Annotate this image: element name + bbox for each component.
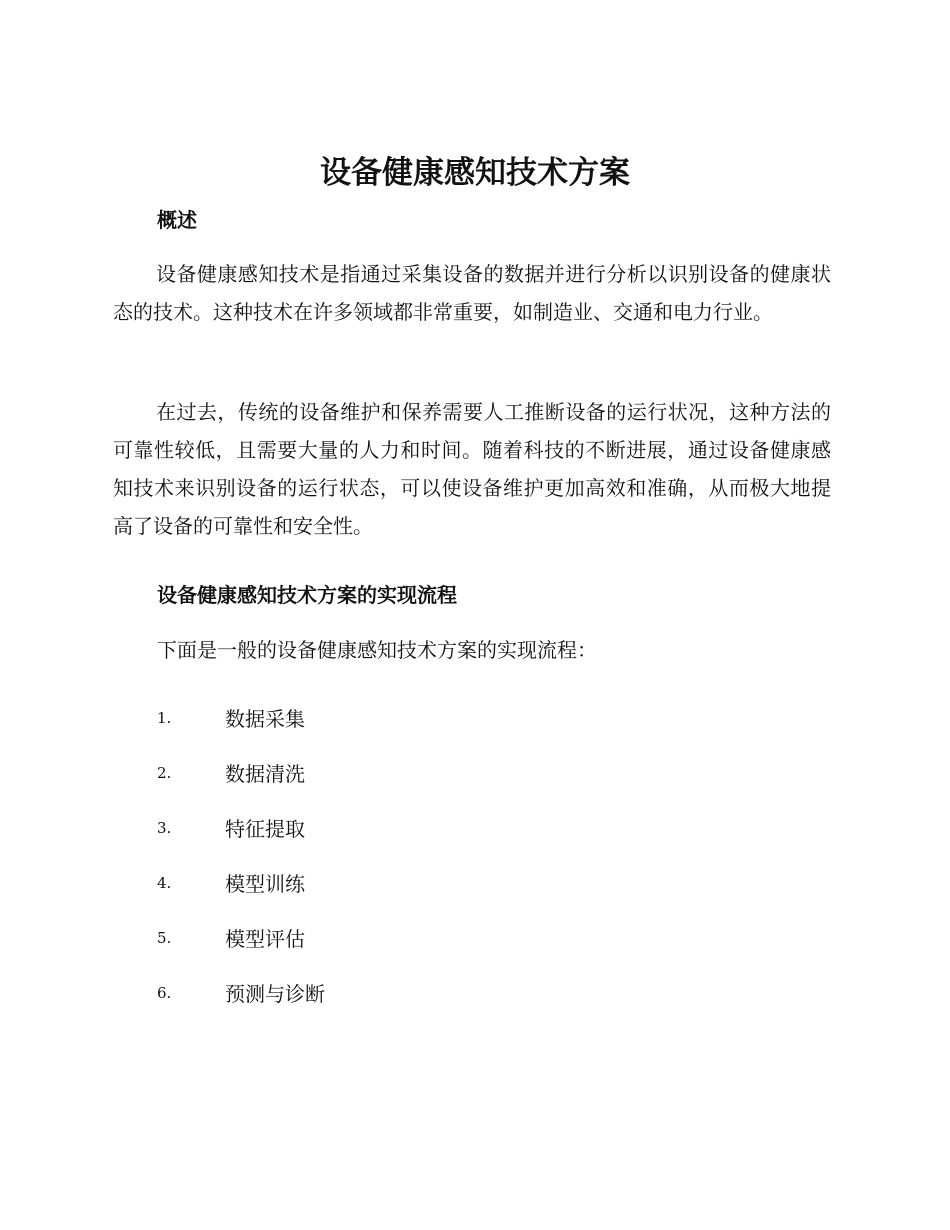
- step-text: 模型训练: [225, 872, 305, 896]
- step-text: 模型评估: [225, 927, 305, 951]
- list-item: [157, 910, 325, 965]
- step-number: 2.: [157, 763, 172, 782]
- list-item: [157, 855, 325, 910]
- step-text: 数据采集: [225, 707, 305, 731]
- list-item: [157, 800, 325, 855]
- step-number: 3.: [157, 818, 172, 837]
- process-intro: 下面是一般的设备健康感知技术方案的实现流程：: [157, 638, 597, 662]
- step-number: 4.: [157, 873, 172, 892]
- step-text: 预测与诊断: [225, 982, 325, 1006]
- section-heading-overview: 概述: [157, 208, 197, 232]
- list-item: [157, 965, 325, 1020]
- list-item: [157, 690, 325, 745]
- step-number: 1.: [157, 708, 172, 727]
- overview-paragraph-2: 在过去，传统的设备维护和保养需要人工推断设备的运行状况，这种方法的可靠性较低，且需要大量的人力和时间。随着科技的不断进展，通过设备健康感知技术来识别设备的运行状态，可以使设备维护更加高效和准确，从而极大地提高了设备的可靠性和安全性。: [113, 400, 831, 538]
- overview-paragraph-1: 设备健康感知技术是指通过采集设备的数据并进行分析以识别设备的健康状态的技术。这种技术在许多领域都非常重要，如制造业、交通和电力行业。: [113, 262, 831, 324]
- document-title: 设备健康感知技术方案: [320, 155, 630, 191]
- step-number: 5.: [157, 928, 172, 947]
- section-heading-process: 设备健康感知技术方案的实现流程: [157, 583, 457, 607]
- step-text: 特征提取: [225, 817, 305, 841]
- step-text: 数据清洗: [225, 762, 305, 786]
- step-number: 6.: [157, 983, 172, 1002]
- list-item: [157, 745, 325, 800]
- process-steps-list: [157, 690, 325, 1020]
